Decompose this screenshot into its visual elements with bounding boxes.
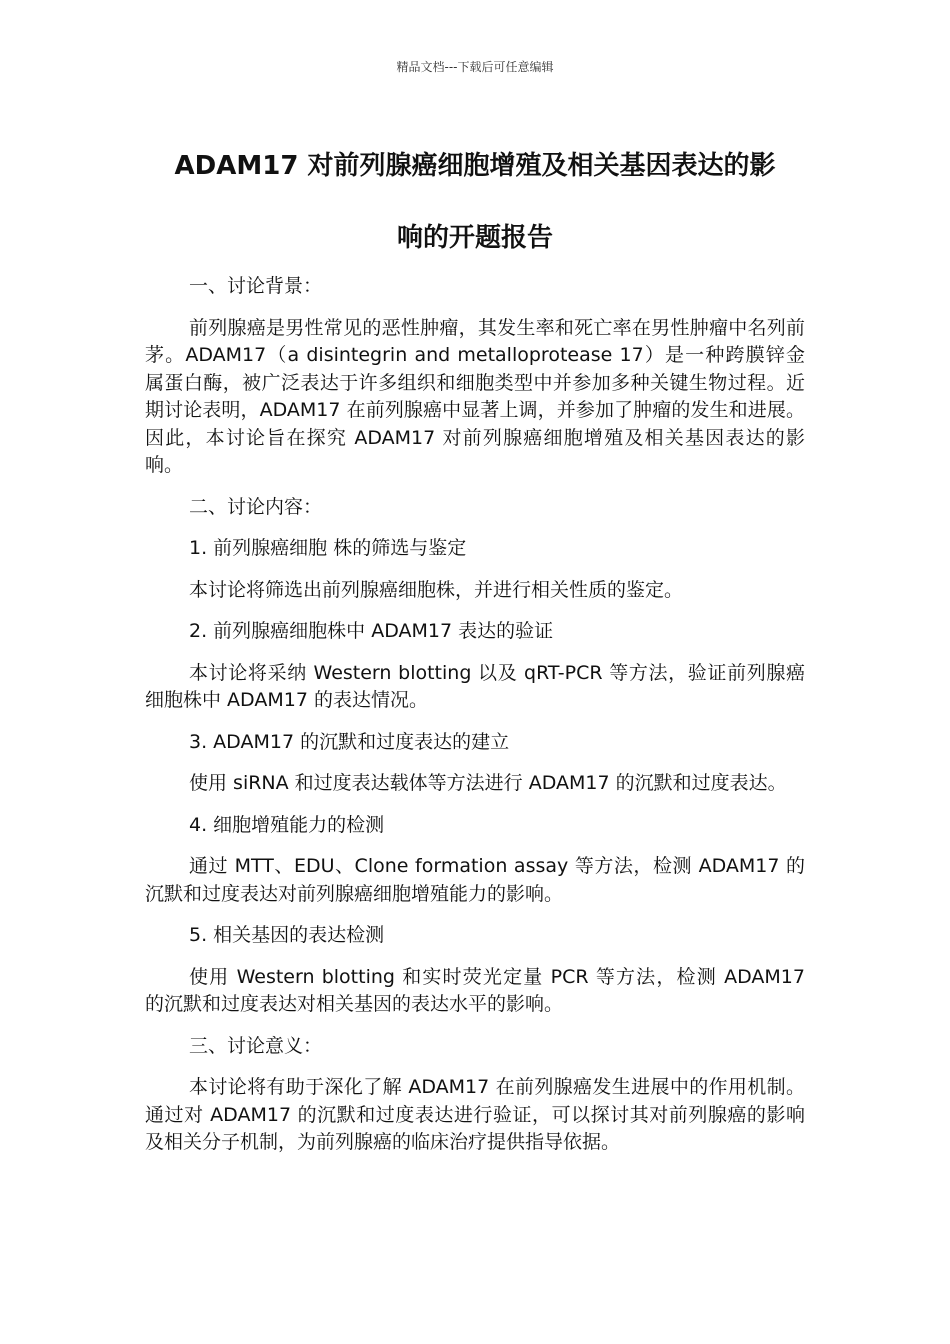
- section-heading-background: 一、讨论背景：: [189, 275, 323, 297]
- section-heading-significance: 三、讨论意义：: [189, 1034, 323, 1057]
- document-title: [145, 130, 805, 274]
- paragraph-significance: 本讨论将有助于深化了解 ADAM17 在前列腺癌发生进展中的作用机制。通过对 ADAM17 的沉默和过度表达进行验证，可以探讨其对前列腺癌的影响及相关分子机制，为前列腺癌的临床治疗提供指导依据。: [145, 1076, 805, 1153]
- document-body: [145, 273, 805, 1171]
- item-heading-4: 4. 细胞增殖能力的检测: [189, 813, 385, 836]
- item-heading-3: 3. ADAM17 的沉默和过度表达的建立: [189, 730, 510, 753]
- item-text-3: 使用 siRNA 和过度表达载体等方法进行 ADAM17 的沉默和过度表达。: [189, 772, 787, 794]
- item-text-2: 本讨论将采纳 Western blotting 以及 qRT-PCR 等方法，验证前列腺癌细胞株中 ADAM17 的表达情况。: [145, 661, 805, 711]
- item-heading-5: 5. 相关基因的表达检测: [189, 924, 385, 946]
- item-heading-1: 1. 前列腺癌细胞 株的筛选与鉴定: [189, 537, 467, 559]
- item-text-5: 使用 Western blotting 和实时荧光定量 PCR 等方法，检测 ADAM17 的沉默和过度表达对相关基因的表达水平的影响。: [145, 965, 805, 1015]
- item-text-1: 本讨论将筛选出前列腺癌细胞株，并进行相关性质的鉴定。: [189, 578, 684, 601]
- section-heading-content: 二、讨论内容：: [189, 495, 323, 518]
- item-text-4: 通过 MTT、EDU、Clone formation assay 等方法，检测 ADAM17 的沉默和过度表达对前列腺癌细胞增殖能力的影响。: [145, 855, 805, 905]
- header-note: 精品文档---下载后可任意编辑: [396, 60, 554, 74]
- item-heading-2: 2. 前列腺癌细胞株中 ADAM17 表达的验证: [189, 620, 554, 642]
- paragraph-background: 前列腺癌是男性常见的恶性肿瘤，其发生率和死亡率在男性肿瘤中名列前茅。ADAM17（a disintegrin and metalloprotease 17）是一种跨膜锌金属蛋白酶，被广泛表达于许多组织和细胞类型中并参加多种关键生物过程。近期讨论表明，ADAM17 在前列腺癌中显著上调，并参加了肿瘤的发生和进展。因此，本讨论旨在探究 ADAM17 对前列腺癌细胞增殖及相关基因表达的影响。: [145, 316, 805, 476]
- title-line-1: ADAM17 对前列腺癌细胞增殖及相关基因表达的影: [174, 151, 776, 181]
- title-line-2: 响的开题报告: [396, 223, 553, 253]
